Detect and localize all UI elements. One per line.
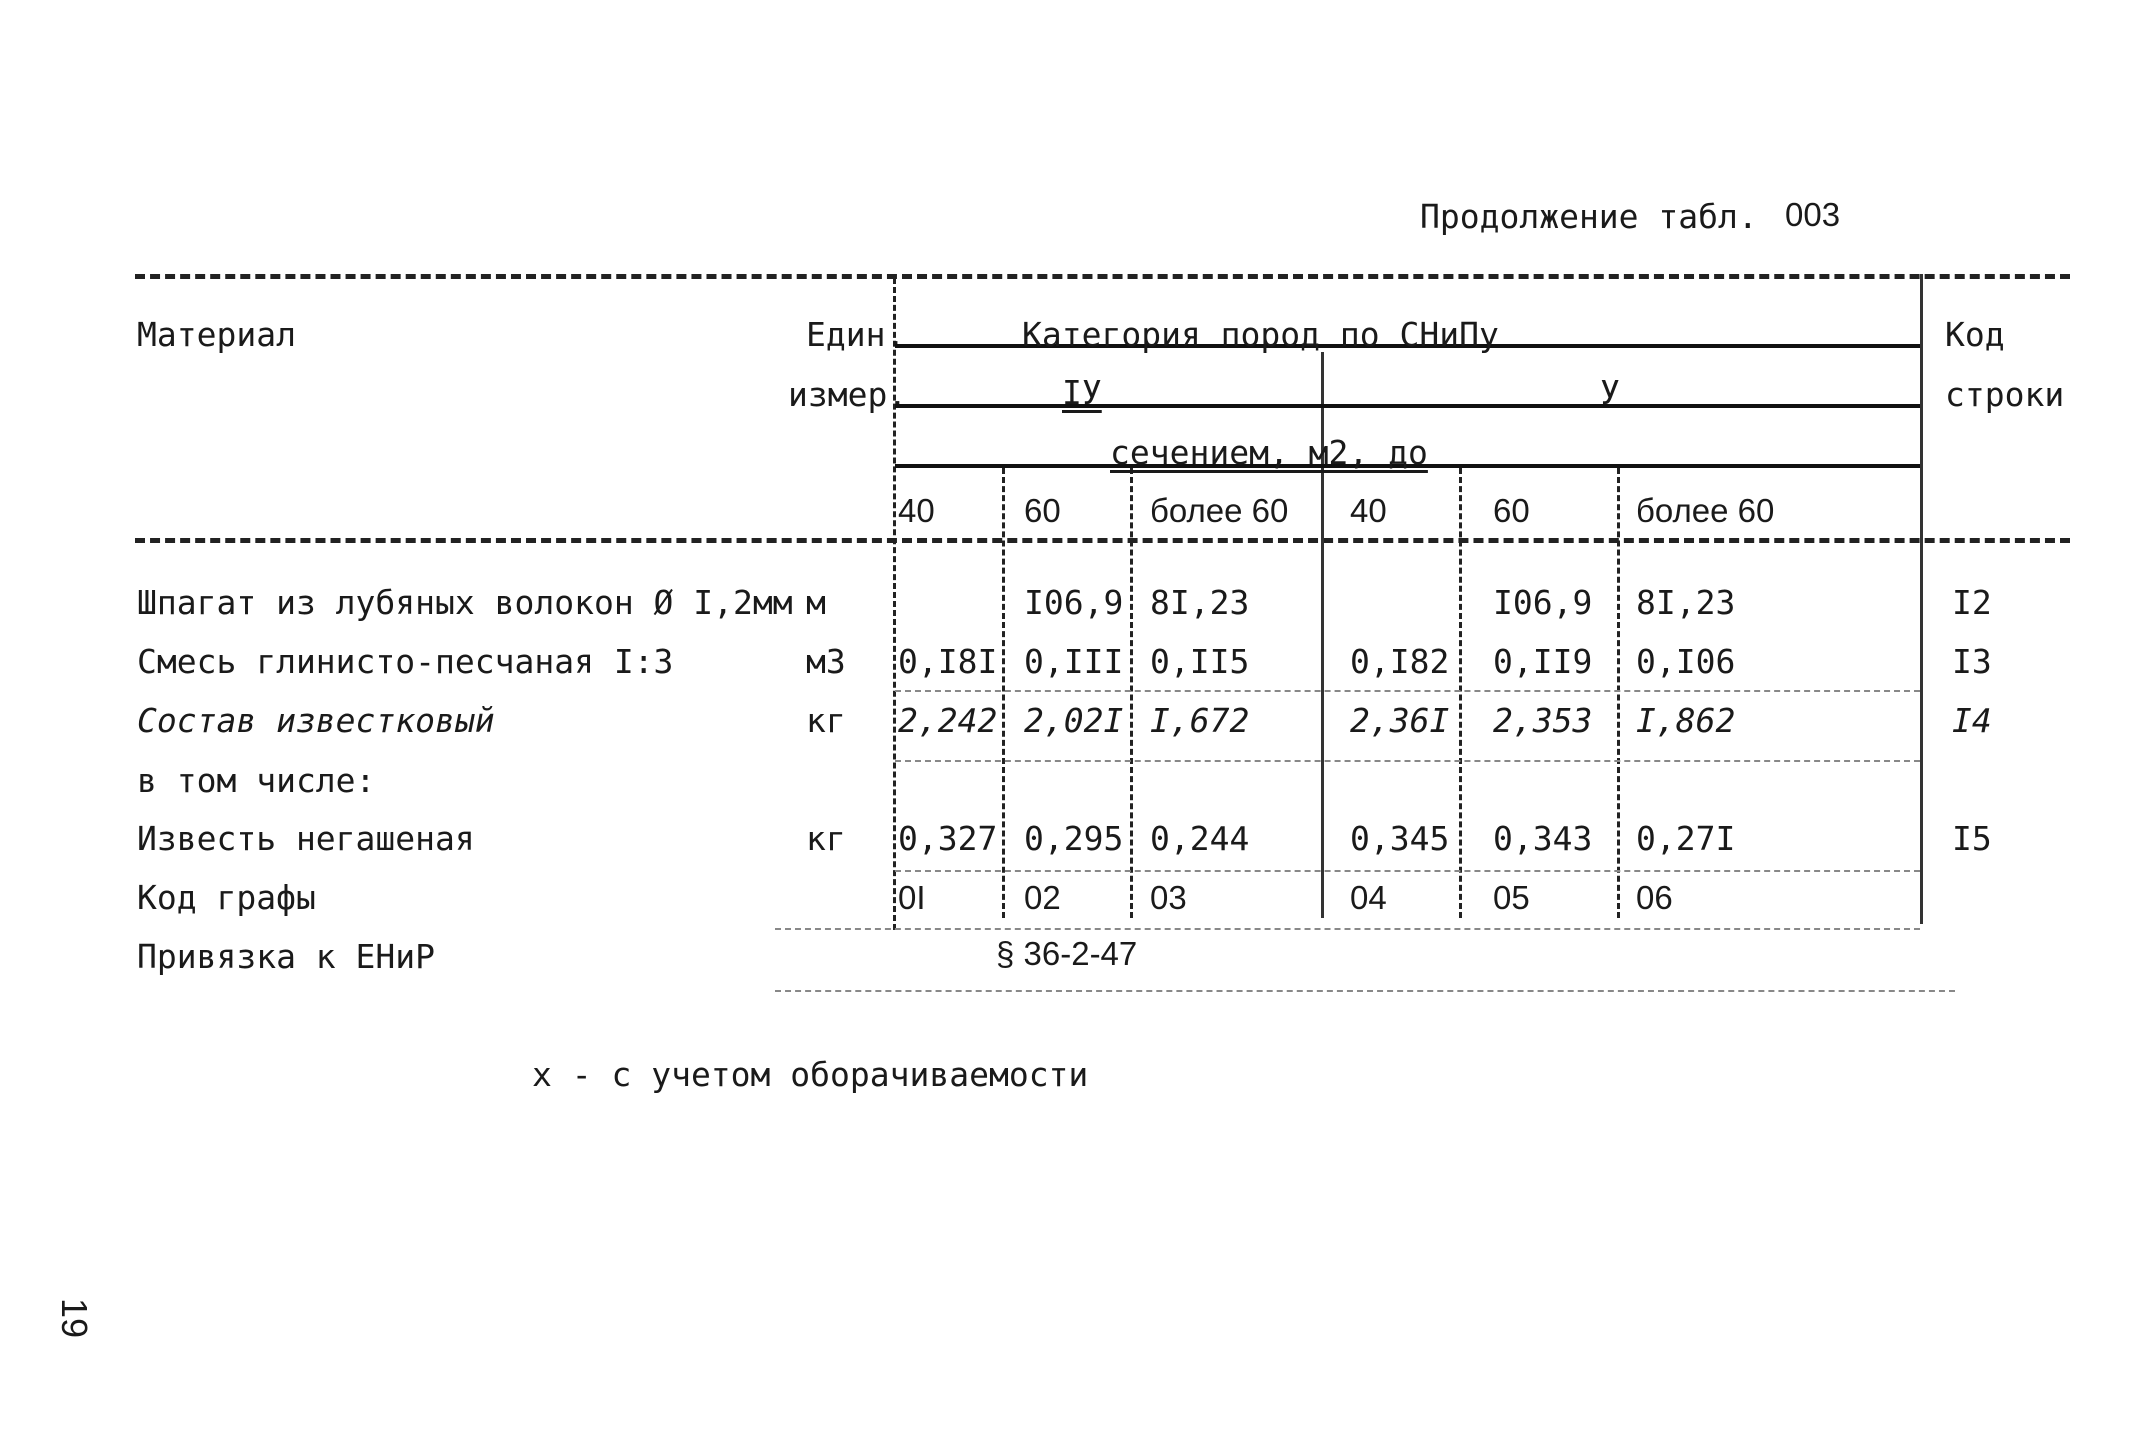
values-code-divider [1920,274,1923,924]
binding-label: Привязка к ЕНиР [137,937,436,976]
row-value: I,672 [1150,701,1250,740]
row-name: Состав известковый [137,701,495,740]
row-value: 0,III [1024,642,1124,681]
graph-code: 04 [1350,879,1387,916]
category-iv-header: IУ [1062,373,1102,412]
row-code: I3 [1952,642,1992,681]
row-value: 0,295 [1024,819,1124,858]
footnote: х - с учетом оборачиваемости [532,1055,1089,1094]
page-number: 19 [54,1298,95,1339]
table-number: 003 [1785,196,1841,233]
size-header-2: 60 [1024,492,1061,529]
col-divider-2 [1130,468,1133,918]
graph-code: 0I [898,879,926,916]
binding-value: § 36-2-47 [996,935,1138,972]
row-code: I4 [1952,701,1992,740]
size-header-1: 40 [898,492,935,529]
row-value: 2,242 [898,701,998,740]
col-divider-4 [1459,468,1462,918]
row-code: I2 [1952,583,1992,622]
continuation-label: Продолжение табл. [1420,197,1758,236]
row-value: 0,II9 [1493,642,1593,681]
category-header: Категория пород по СНиПу [1022,315,1499,354]
graph-code: 05 [1493,879,1530,916]
size-header-5: 60 [1493,492,1530,529]
graph-code: 03 [1150,879,1187,916]
row-value: 0,27I [1636,819,1736,858]
row-unit: кг [806,701,846,740]
col-divider-5 [1617,468,1620,918]
size-header-6: более 60 [1636,492,1775,529]
row-value: 0,II5 [1150,642,1250,681]
row-value: 0,343 [1493,819,1593,858]
table-top-rule [135,274,2070,279]
size-header-3: более 60 [1150,492,1289,529]
row-unit: кг [806,819,846,858]
row-value: 0,327 [898,819,998,858]
row-value: 2,36I [1350,701,1450,740]
graph-code: 06 [1636,879,1673,916]
row-separator [895,760,1920,762]
row-value: 0,345 [1350,819,1450,858]
graph-code-label: Код графы [137,878,316,917]
header-bottom-rule [135,538,2070,543]
row-value: 2,353 [1493,701,1593,740]
row-name: Смесь глинисто-песчаная I:3 [137,642,674,681]
material-header: Материал [137,315,296,354]
row-separator [895,690,1920,692]
row-name: Шпагат из лубяных волокон Ø I,2мм [137,583,793,622]
graph-code-separator [775,928,1920,930]
row-value: 2,02I [1024,701,1124,740]
size-header-4: 40 [1350,492,1387,529]
unit-header-line2: измер. [788,375,908,414]
row-name: Известь негашеная [137,819,475,858]
row-value: I06,9 [1024,583,1124,622]
row-value: 0,I82 [1350,642,1450,681]
row-value: 8I,23 [1150,583,1250,622]
row-value: I,862 [1636,701,1736,740]
grade-rule [895,404,1920,408]
table-bottom-rule [775,990,1955,992]
row-code: I5 [1952,819,1992,858]
code-header-line1: Код [1945,315,2005,354]
graph-code: 02 [1024,879,1061,916]
row-value: 8I,23 [1636,583,1736,622]
unit-header-line1: Един. [806,315,906,354]
row-name: в том числе: [137,761,376,800]
row-separator [895,870,1920,872]
code-header-line2: строки [1945,375,2065,414]
col-divider-1 [1002,468,1005,918]
row-value: 0,244 [1150,819,1250,858]
row-unit: м [806,583,826,622]
row-unit: м3 [806,642,846,681]
category-v-header: У [1600,373,1620,412]
row-value: 0,I8I [898,642,998,681]
section-header: сечением, м2, до [1110,433,1428,472]
row-value: 0,I06 [1636,642,1736,681]
row-value: I06,9 [1493,583,1593,622]
